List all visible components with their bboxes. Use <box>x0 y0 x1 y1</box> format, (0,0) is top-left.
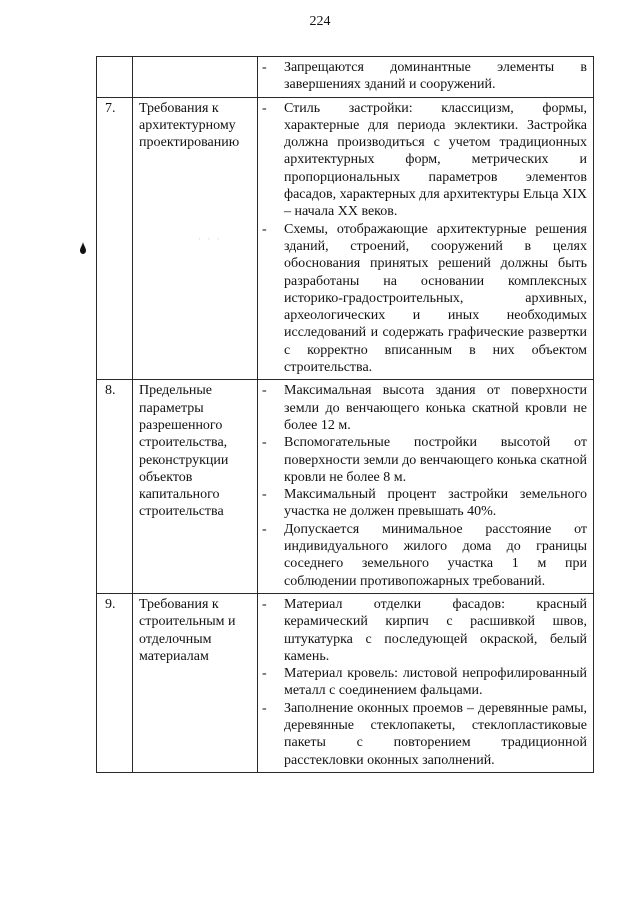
requirement-item <box>262 434 587 486</box>
list-dash: - <box>262 100 267 116</box>
table-row <box>97 97 594 380</box>
requirement-text-cell <box>258 57 594 98</box>
requirement-text-cell <box>258 593 594 772</box>
requirement-name-cell: Требования к архитектурному проектированию <box>133 97 258 380</box>
requirement-item <box>262 596 587 665</box>
table-row <box>97 593 594 772</box>
requirement-item <box>262 100 587 221</box>
requirement-item-text: Запрещаются доминантные элементы в завершениях зданий и сооружений. <box>284 60 587 93</box>
list-dash: - <box>262 596 267 612</box>
requirement-item-text: Вспомогательные постройки высотой от поверхности земли до венчающего конька скатной кровли не более 8 м. <box>284 435 587 485</box>
requirement-item-text: Заполнение оконных проемов – деревянные рамы, деревянные стеклопакеты, стеклопластиковые пакеты с повторением традиционной расстекловки оконных заполнений. <box>284 700 587 768</box>
requirements-table-body <box>97 57 594 773</box>
ink-drop-mark <box>80 242 86 254</box>
scan-artifact: ⋅ ⋅ ⋅ <box>198 234 222 244</box>
row-number-cell: 8. <box>97 380 133 594</box>
requirement-item-text: Материал отделки фасадов: красный керамический кирпич с расшивкой швов, штукатурка с последующей окраской, белый камень. <box>284 596 587 664</box>
requirement-list <box>262 382 587 590</box>
requirement-item <box>262 521 587 590</box>
requirements-table <box>96 56 594 773</box>
requirement-item-text: Максимальная высота здания от поверхности земли до венчающего конька скатной кровли не более 12 м. <box>284 383 587 433</box>
row-number-cell: 9. <box>97 593 133 772</box>
requirement-item <box>262 382 587 434</box>
requirement-item-text: Максимальный процент застройки земельного участка не должен превышать 40%. <box>284 487 587 520</box>
requirement-item <box>262 700 587 769</box>
requirement-name-cell <box>133 57 258 98</box>
page-number: 224 <box>309 14 331 29</box>
list-dash: - <box>262 700 267 716</box>
requirement-list <box>262 100 587 377</box>
requirement-item <box>262 59 587 94</box>
requirement-item-text: Материал кровель: листовой непрофилированный металл с соединением фальцами. <box>284 666 587 699</box>
requirement-name-cell: Требования к строительным и отделочным материалам <box>133 593 258 772</box>
list-dash: - <box>262 60 267 75</box>
requirement-item <box>262 221 587 377</box>
requirement-item-text: Схемы, отображающие архитектурные решения зданий, строений, сооружений в целях обоснования принятых решений должны быть разработаны на основании комплексных историко-градостроительных, архивных, археологических и иных необходимых исследований и содержать графические развертки с корректно вписанным в них объектом строительства. <box>284 221 587 376</box>
requirement-item <box>262 486 587 521</box>
requirement-text-cell <box>258 97 594 380</box>
row-number-cell: 7. <box>97 97 133 380</box>
list-dash: - <box>262 521 267 537</box>
list-dash: - <box>262 435 267 451</box>
list-dash: - <box>262 221 267 237</box>
requirement-name-cell: Предельные параметры разрешенного строительства, реконструкции объектов капитального строительства <box>133 380 258 594</box>
requirement-list <box>262 596 587 769</box>
requirement-item <box>262 665 587 700</box>
list-dash: - <box>262 666 267 682</box>
requirement-text-cell <box>258 380 594 594</box>
requirement-item-text: Стиль застройки: классицизм, формы, характерные для периода эклектики. Застройка должна производиться с учетом традиционных архитектурных форм, метрических и пропорциональных параметров элементов фасадов, характерных для архитектуры Ельца XIX – начала XX веков. <box>284 100 587 220</box>
list-dash: - <box>262 383 267 399</box>
table-row <box>97 380 594 594</box>
requirement-item-text: Допускается минимальное расстояние от индивидуального жилого дома до границы соседнего земельного участка 1 м при соблюдении противопожарных требований. <box>284 521 587 589</box>
list-dash: - <box>262 487 267 503</box>
table-row <box>97 57 594 98</box>
row-number-cell <box>97 57 133 98</box>
requirement-list <box>262 59 587 94</box>
